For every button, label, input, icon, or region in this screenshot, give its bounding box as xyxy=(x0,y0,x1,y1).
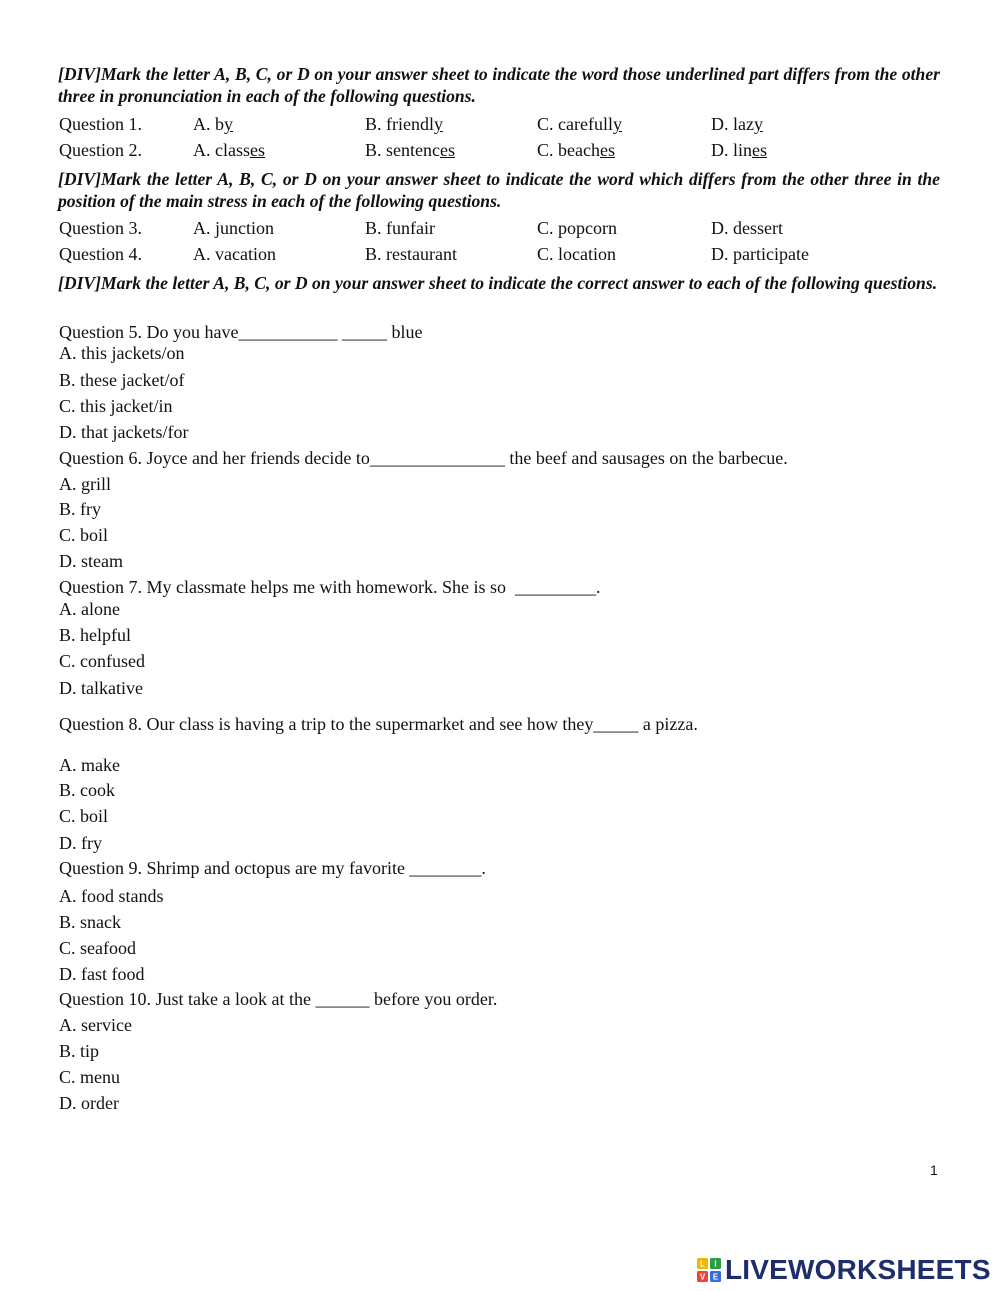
underlined-part: y xyxy=(434,114,443,134)
answer-option xyxy=(193,217,274,239)
answer-option xyxy=(193,243,276,265)
option-text: C. carefull xyxy=(537,114,613,134)
question-label: Question 4. xyxy=(59,244,142,264)
underlined-part: y xyxy=(753,114,763,134)
answer-option: C. boil xyxy=(59,525,109,545)
section-2-instruction: [DIV]Mark the letter A, B, C, or D on your answer sheet to indicate the word which differs from the other three in the position of the main stress in each of the following questions. xyxy=(58,169,940,211)
answer-option: B. tip xyxy=(59,1041,100,1061)
answer-option: B. helpful xyxy=(59,625,131,645)
answer-option: A. alone xyxy=(59,599,120,619)
question-stem: Question 7. My classmate helps me with homework. She is so _________. xyxy=(59,577,601,597)
option-text: C. beach xyxy=(537,140,600,160)
answer-option xyxy=(193,139,265,161)
answer-option xyxy=(537,243,616,265)
answer-option: A. food stands xyxy=(59,886,164,906)
answer-option: D. fast food xyxy=(59,964,145,984)
svg-text:L: L xyxy=(700,1259,705,1269)
option-text: C. location xyxy=(537,244,616,264)
brand-name: LIVEWORKSHEETS xyxy=(725,1254,991,1285)
question-stem: Question 6. Joyce and her friends decide to_______________ the beef and sausages on the barbecue. xyxy=(59,448,788,468)
answer-option: B. snack xyxy=(59,912,121,932)
answer-option: B. cook xyxy=(59,780,115,800)
option-text: D. laz xyxy=(711,114,754,134)
option-text: B. restaurant xyxy=(365,244,457,264)
question-stem: Question 5. Do you have___________ _____ blue xyxy=(59,322,423,342)
underlined-part: es xyxy=(439,140,455,160)
answer-option: A. make xyxy=(59,755,120,775)
answer-option xyxy=(365,139,455,161)
answer-option xyxy=(537,113,622,135)
answer-option: D. steam xyxy=(59,551,123,571)
answer-option: B. these jacket/of xyxy=(59,370,185,390)
answer-option: C. menu xyxy=(59,1067,120,1087)
answer-option xyxy=(711,217,783,239)
option-text: D. participate xyxy=(711,244,809,264)
underlined-part: y xyxy=(224,114,233,134)
option-text: C. popcorn xyxy=(537,218,617,238)
answer-option: A. this jackets/on xyxy=(59,343,185,363)
option-text: A. junction xyxy=(193,218,274,238)
answer-option: D. that jackets/for xyxy=(59,422,189,442)
answer-option: A. grill xyxy=(59,474,111,494)
section-1-instruction: [DIV]Mark the letter A, B, C, or D on your answer sheet to indicate the word those underlined part differs from the other three in pronunciation in each of the following questions. xyxy=(58,64,940,106)
answer-option: C. this jacket/in xyxy=(59,396,173,416)
answer-option xyxy=(365,113,443,135)
option-text: A. b xyxy=(193,114,224,134)
option-text: B. funfair xyxy=(365,218,435,238)
underlined-part: es xyxy=(250,140,265,160)
liveworksheets-logo xyxy=(697,1253,991,1287)
answer-option: D. talkative xyxy=(59,678,143,698)
answer-option: C. boil xyxy=(59,806,109,826)
answer-option xyxy=(537,139,615,161)
answer-option: C. confused xyxy=(59,651,145,671)
question-label: Question 1. xyxy=(59,114,142,134)
page-number: 1 xyxy=(930,1162,938,1178)
question-label: Question 2. xyxy=(59,140,142,160)
option-text: D. lin xyxy=(711,140,753,160)
logo-squares-icon xyxy=(697,1258,721,1282)
answer-option: C. seafood xyxy=(59,938,136,958)
option-text: B. sentenc xyxy=(365,140,440,160)
answer-option: B. fry xyxy=(59,499,101,519)
question-stem: Question 9. Shrimp and octopus are my favorite ________. xyxy=(59,858,486,878)
svg-text:V: V xyxy=(699,1272,706,1282)
option-text: A. vacation xyxy=(193,244,276,264)
section-3-instruction: [DIV]Mark the letter A, B, C, or D on your answer sheet to indicate the correct answer to each of the following questions. xyxy=(58,273,938,293)
answer-option: D. order xyxy=(59,1093,119,1113)
answer-option xyxy=(711,243,809,265)
option-text: D. dessert xyxy=(711,218,783,238)
option-text: A. class xyxy=(193,140,250,160)
answer-option xyxy=(193,113,233,135)
underlined-part: y xyxy=(612,114,622,134)
answer-option xyxy=(537,217,617,239)
answer-option xyxy=(365,243,457,265)
svg-text:E: E xyxy=(712,1272,719,1282)
answer-option xyxy=(365,217,435,239)
answer-option: A. service xyxy=(59,1015,132,1035)
answer-option: D. fry xyxy=(59,833,102,853)
answer-option xyxy=(711,139,767,161)
answer-option xyxy=(711,113,763,135)
underlined-part: es xyxy=(752,140,768,160)
question-label: Question 3. xyxy=(59,218,142,238)
underlined-part: es xyxy=(599,140,615,160)
question-stem: Question 8. Our class is having a trip to the supermarket and see how they_____ a pizza. xyxy=(59,714,698,734)
question-stem: Question 10. Just take a look at the ______ before you order. xyxy=(59,989,498,1009)
svg-text:I: I xyxy=(714,1259,717,1269)
option-text: B. friendl xyxy=(365,114,434,134)
